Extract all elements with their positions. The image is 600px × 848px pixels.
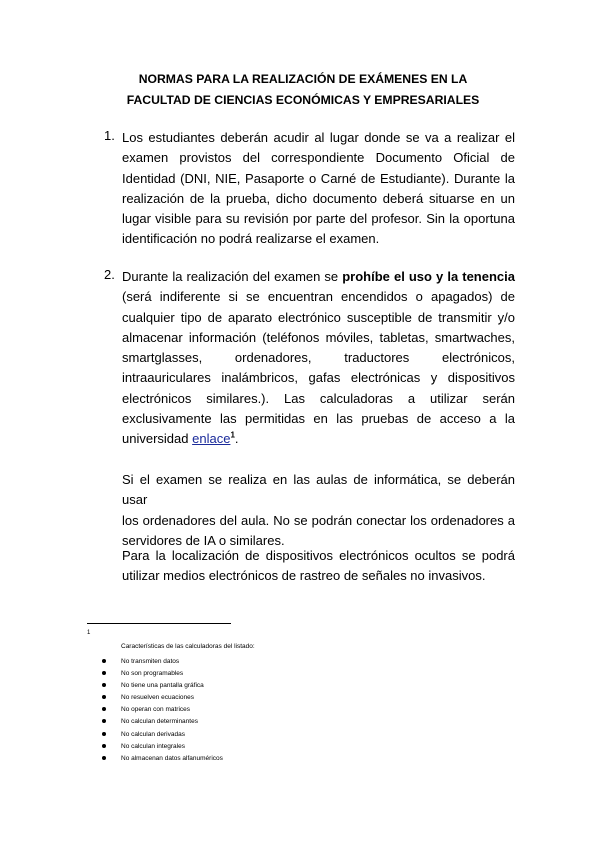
item-2-line-end: universidad xyxy=(122,431,189,447)
footnote-item-text: No son programables xyxy=(121,670,184,678)
bullet-icon xyxy=(102,744,106,748)
item-2-end-punct: . xyxy=(234,431,239,447)
bullet-icon xyxy=(102,683,106,687)
bullet-icon xyxy=(102,695,106,699)
item-2-line: electrónicos similares.). Las calculadoras a utilizar serán xyxy=(122,390,515,406)
item-2-line xyxy=(122,429,515,449)
item-2-line: smartglasses, ordenadores, traductores electrónicos, xyxy=(122,350,515,366)
prohibition-emphasis: prohíbe el uso y la tenencia xyxy=(342,269,515,284)
item-2-line: almacenar información (teléfonos móviles, tabletas, smartwaches, xyxy=(122,329,515,345)
footnote-list-item xyxy=(102,741,223,753)
footnote-list-item xyxy=(102,656,223,668)
calculators-link[interactable]: enlace xyxy=(192,431,231,447)
computer-rooms-paragraph xyxy=(122,470,515,551)
item-1-line: Los estudiantes deberán acudir al lugar donde se va a realizar el xyxy=(122,130,515,145)
item-2-number: 2. xyxy=(104,267,115,282)
document-title-line-2: FACULTAD DE CIENCIAS ECONÓMICAS Y EMPRESARIALES xyxy=(126,93,480,107)
item-1-number: 1. xyxy=(104,128,115,143)
footnote-mark: 1 xyxy=(87,630,91,636)
footnote-list-item xyxy=(102,716,223,728)
item-2-line: cualquier tipo de aparato electrónico susceptible de transmitir y/o xyxy=(122,309,515,325)
footnote-item-text: No resuelven ecuaciones xyxy=(121,694,194,702)
detection-line: Para la localización de dispositivos electrónicos ocultos se podrá xyxy=(122,548,515,563)
footnote-item-text: No calculan integrales xyxy=(121,742,185,750)
computer-rooms-line: Si el examen se realiza en las aulas de informática, se deberán usar xyxy=(122,472,515,508)
footnote-list-item xyxy=(102,680,223,692)
footnote-intro: Características de las calculadoras del listado: xyxy=(121,643,255,650)
footnote-list-item xyxy=(102,704,223,716)
item-2-paragraph xyxy=(122,267,515,450)
bullet-icon xyxy=(102,732,106,736)
item-1-line: lugar visible para su revisión por parte del profesor. Sin la oportuna xyxy=(122,211,515,227)
footnote-item-text: No calculan determinantes xyxy=(121,718,198,726)
item-2-line-start: Durante la realización del examen se xyxy=(122,269,339,284)
footnote-item-text: No calculan derivadas xyxy=(121,730,185,738)
detection-line: utilizar medios electrónicos de rastreo de señales no invasivos. xyxy=(122,568,486,584)
document-title-line-1: NORMAS PARA LA REALIZACIÓN DE EXÁMENES EN LA xyxy=(138,72,468,86)
footnote-list xyxy=(102,656,223,765)
item-1-line: realización de la prueba, dicho documento deberá situarse en un xyxy=(122,190,515,206)
item-1-line: identificación no podrá realizarse el examen. xyxy=(122,231,380,247)
item-2-line: (será indiferente si se encuentran encendidos o apagados) de xyxy=(122,289,515,305)
bullet-icon xyxy=(102,671,106,675)
item-2-line xyxy=(122,267,515,287)
item-2-line: intraauriculares inalámbricos, gafas electrónicas y dispositivos xyxy=(122,370,515,386)
detection-paragraph xyxy=(122,546,515,587)
bullet-icon xyxy=(102,707,106,711)
footnote-separator xyxy=(87,623,231,624)
footnote-reference[interactable]: 1 xyxy=(230,431,235,441)
footnote-item-text: No tiene una pantalla gráfica xyxy=(121,682,204,690)
footnote-list-item xyxy=(102,668,223,680)
footnote-item-text: No transmiten datos xyxy=(121,658,180,665)
bullet-icon xyxy=(102,659,106,663)
footnote-list-item xyxy=(102,729,223,741)
footnote-list-item xyxy=(102,692,223,704)
item-2-line: exclusivamente las permitidas en las pruebas de acceso a la xyxy=(122,411,515,427)
bullet-icon xyxy=(102,756,106,760)
item-1-line: examen provistos del correspondiente Documento Oficial de xyxy=(122,150,515,166)
item-1-line: Identidad (DNI, NIE, Pasaporte o Carné de Estudiante). Durante la xyxy=(122,170,515,186)
item-1-paragraph xyxy=(122,128,515,250)
footnote-item-text: No almacenan datos alfanuméricos xyxy=(121,754,223,762)
footnote-item-text: No operan con matrices xyxy=(121,706,191,714)
computer-rooms-line: los ordenadores del aula. No se podrán conectar los ordenadores a xyxy=(122,512,515,528)
footnote-list-item xyxy=(102,753,223,765)
computer-rooms-line: servidores de IA o similares. xyxy=(122,532,285,548)
bullet-icon xyxy=(102,719,106,723)
